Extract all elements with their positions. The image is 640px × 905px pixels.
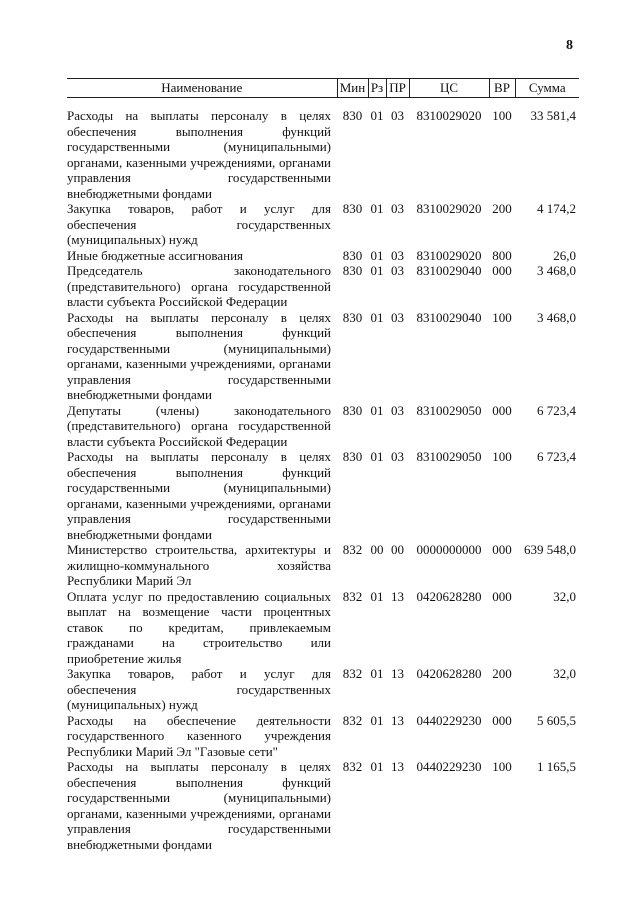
cell-name: Оплата услуг по предоставлению социальных выплат на возмещение части процентных ставок по кредитам, привлекаемым гражданами на строительство или приобретение жилья [67, 588, 331, 666]
header-cs: ЦС [409, 79, 489, 98]
table-row [67, 589, 579, 667]
cell-vr: 200 [492, 201, 512, 216]
cell-name: Расходы на выплаты персоналу в целях обеспечения выполнения функций государственными (муниципальными) органами, казенными учреждениями, органами управления государственными внебюджетными фондами [67, 108, 331, 201]
cell-name: Иные бюджетные ассигнования [67, 247, 244, 263]
table-row [67, 98, 579, 202]
cell-vr: 800 [492, 247, 512, 263]
cell-sum: 5 605,5 [537, 712, 576, 728]
cell-vr: 100 [492, 108, 512, 123]
cell-pr: 13 [391, 666, 404, 681]
cell-vr: 100 [492, 759, 512, 774]
cell-min: 832 [342, 666, 363, 681]
header-min: Мин [337, 79, 368, 98]
cell-pr: 13 [391, 712, 404, 728]
cell-sum: 33 581,4 [530, 108, 576, 123]
table-body [67, 98, 579, 853]
cell-vr: 000 [492, 402, 512, 418]
cell-sum: 4 174,2 [537, 201, 576, 216]
cell-cs: 0420628280 [416, 588, 482, 604]
cell-cs: 8310029040 [416, 263, 482, 278]
cell-vr: 000 [492, 542, 512, 557]
cell-cs: 8310029020 [416, 201, 482, 216]
cell-cs: 8310029040 [416, 309, 482, 325]
cell-pr: 13 [391, 588, 404, 604]
cell-min: 830 [342, 402, 363, 418]
table-row [67, 310, 579, 403]
cell-vr: 100 [492, 449, 512, 464]
table-row [67, 713, 579, 760]
cell-min: 832 [342, 588, 363, 604]
cell-min: 830 [342, 247, 363, 263]
budget-table [67, 78, 579, 852]
cell-min: 830 [342, 263, 363, 278]
table-row [67, 759, 579, 852]
cell-cs: 0440229230 [416, 759, 482, 774]
cell-cs: 8310029020 [416, 108, 482, 123]
cell-rz: 01 [370, 449, 384, 464]
cell-name: Председатель законодательного (представительного) органа государственной власти субъекта Российской Федерации [67, 263, 331, 309]
cell-rz: 01 [370, 309, 384, 325]
cell-min: 832 [342, 542, 363, 557]
cell-name: Депутаты (члены) законодательного (представительного) органа государственной власти субъекта Российской Федерации [67, 402, 331, 449]
cell-name: Закупка товаров, работ и услуг для обеспечения государственных (муниципальных) нужд [67, 666, 331, 712]
cell-vr: 100 [492, 309, 512, 325]
cell-sum: 32,0 [553, 666, 576, 681]
header-pr: ПР [386, 79, 409, 98]
cell-rz: 01 [370, 108, 384, 123]
table-row [67, 263, 579, 310]
header-sum: Сумма [515, 79, 579, 98]
cell-pr: 03 [391, 402, 404, 418]
header-rz: Рз [368, 79, 386, 98]
cell-cs: 0440229230 [416, 712, 482, 728]
header-vr: ВР [489, 79, 515, 98]
page-number: 8 [566, 38, 573, 53]
cell-min: 830 [342, 108, 363, 123]
cell-sum: 3 468,0 [537, 309, 576, 325]
table-header [67, 79, 579, 98]
header-name: Наименование [67, 79, 337, 98]
cell-pr: 00 [391, 542, 404, 557]
cell-vr: 000 [492, 263, 512, 278]
cell-name: Расходы на выплаты персоналу в целях обеспечения выполнения функций государственными (муниципальными) органами, казенными учреждениями, органами управления государственными внебюджетными фондами [67, 309, 331, 402]
cell-name: Расходы на выплаты персоналу в целях обеспечения выполнения функций государственными (муниципальными) органами, казенными учреждениями, органами управления государственными внебюджетными фондами [67, 449, 331, 542]
cell-cs: 8310029050 [416, 402, 482, 418]
cell-pr: 13 [391, 759, 404, 774]
cell-name: Министерство строительства, архитектуры и жилищно-коммунального хозяйства Республики Марий Эл [67, 542, 331, 588]
cell-sum: 6 723,4 [537, 402, 576, 418]
cell-min: 830 [342, 449, 363, 464]
cell-cs: 0000000000 [416, 542, 482, 557]
cell-cs: 0420628280 [416, 666, 482, 681]
cell-pr: 03 [391, 201, 404, 216]
cell-rz: 01 [370, 588, 384, 604]
cell-name: Закупка товаров, работ и услуг для обеспечения государственных (муниципальных) нужд [67, 201, 331, 247]
cell-rz: 01 [370, 201, 384, 216]
cell-name: Расходы на выплаты персоналу в целях обеспечения выполнения функций государственными (муниципальными) органами, казенными учреждениями, органами управления государственными внебюджетными фондами [67, 759, 331, 852]
cell-min: 832 [342, 759, 363, 774]
table-row [67, 248, 579, 264]
cell-sum: 1 165,5 [537, 759, 576, 774]
table-row [67, 403, 579, 450]
cell-pr: 03 [391, 263, 404, 278]
cell-sum: 639 548,0 [524, 542, 576, 557]
cell-min: 832 [342, 712, 363, 728]
cell-cs: 8310029020 [416, 247, 482, 263]
table-row [67, 449, 579, 542]
cell-pr: 03 [391, 309, 404, 325]
cell-rz: 01 [370, 712, 384, 728]
cell-pr: 03 [391, 108, 404, 123]
table-row [67, 542, 579, 589]
cell-pr: 03 [391, 247, 404, 263]
cell-vr: 000 [492, 588, 512, 604]
table-row [67, 201, 579, 248]
cell-rz: 01 [370, 263, 384, 278]
cell-rz: 01 [370, 759, 384, 774]
cell-rz: 01 [370, 247, 384, 263]
cell-rz: 00 [370, 542, 384, 557]
cell-rz: 01 [370, 402, 384, 418]
cell-cs: 8310029050 [416, 449, 482, 464]
cell-sum: 6 723,4 [537, 449, 576, 464]
cell-sum: 26,0 [553, 247, 576, 263]
cell-min: 830 [342, 201, 363, 216]
cell-name: Расходы на обеспечение деятельности государственного казенного учреждения Республики Марий Эл "Газовые сети" [67, 712, 331, 759]
table-row [67, 666, 579, 713]
cell-sum: 32,0 [553, 588, 576, 604]
cell-sum: 3 468,0 [537, 263, 576, 278]
cell-rz: 01 [370, 666, 384, 681]
cell-min: 830 [342, 309, 363, 325]
cell-vr: 000 [492, 712, 512, 728]
cell-pr: 03 [391, 449, 404, 464]
cell-vr: 200 [492, 666, 512, 681]
